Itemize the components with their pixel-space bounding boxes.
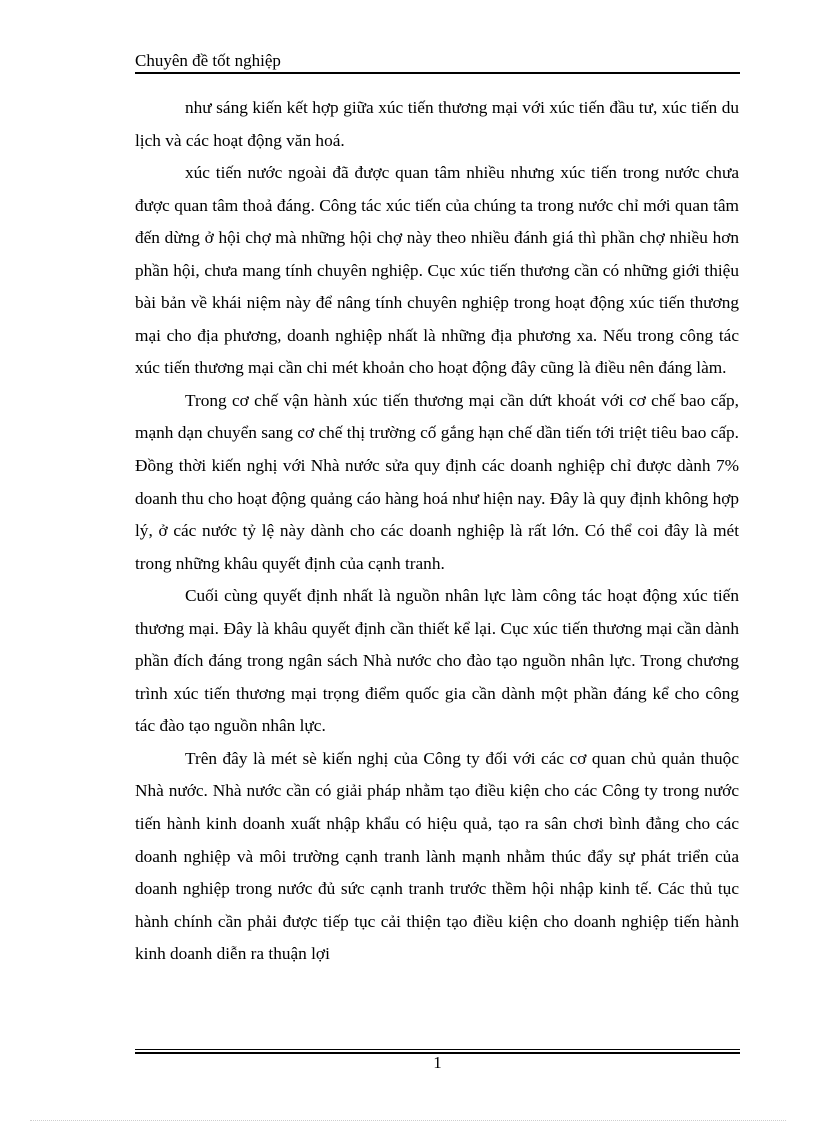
paragraph-5: Trên đây là mét sè kiến nghị của Công ty đối với các cơ quan chủ quản thuộc Nhà nước. Nhà nước cần có giải pháp nhằm tạo điều kiện cho các Công ty trong nước tiến hành kinh doanh xuất nhập khẩu có hiệu quả, tạo ra sân chơi bình đẳng cho các doanh nghiệp và môi trường cạnh tranh lành mạnh nhằm thúc đẩy sự phát triển của doanh nghiệp trong nước đủ sức cạnh tranh trước thềm hội nhập kinh tế. Các thủ tục hành chính cần phải được tiếp tục cải thiện tạo điều kiện cho doanh nghiệp tiến hành kinh doanh diễn ra thuận lợi [135, 748, 739, 964]
page-header [135, 48, 740, 74]
paragraph-4: Cuối cùng quyết định nhất là nguồn nhân lực làm công tác hoạt động xúc tiến thương mại. Đây là khâu quyết định cần thiết kể lại. Cục xúc tiến thương mại cần dành phần đích đáng trong ngân sách Nhà nước cho đào tạo nguồn nhân lực. Trong chương trình xúc tiến thương mại trọng điểm quốc gia cần dành một phần đáng kể cho công tác đào tạo nguồn nhân lực. [135, 586, 739, 736]
paragraph-1: như sáng kiến kết hợp giữa xúc tiến thương mại với xúc tiến đầu tư, xúc tiến du lịch và các hoạt động văn hoá. [135, 98, 739, 150]
paragraph-3: Trong cơ chế vận hành xúc tiến thương mại cần dứt khoát với cơ chế bao cấp, mạnh dạn chuyển sang cơ chế thị trường cố gắng hạn chế dần tiến tới triệt tiêu bao cấp. Đồng thời kiến nghị với Nhà nước sửa quy định các doanh nghiệp chỉ được dành 7% doanh thu cho hoạt động quảng cáo hàng hoá như hiện nay. Đây là quy định không hợp lý, ở các nước tỷ lệ này dành cho các doanh nghiệp là rất lớn. Có thể coi đây là mét trong những khâu quyết định của cạnh tranh. [135, 390, 739, 573]
document-body [135, 92, 739, 971]
paragraph-2: xúc tiến nước ngoài đã được quan tâm nhiều nhưng xúc tiến trong nước chưa được quan tâm thoả đáng. Công tác xúc tiến của chúng ta trong nước chỉ mới quan tâm đến dừng ở hội chợ mà những hội chợ này theo nhiều đánh giá thì phần chợ nhiều hơn phần hội, chưa mang tính chuyên nghiệp. Cục xúc tiến thương cần có những giới thiệu bài bản về khái niệm này để nâng tính chuyên nghiệp trong hoạt động xúc tiến thương mại cho địa phương, doanh nghiệp nhất là những địa phương xa. Nếu trong công tác xúc tiến thương mại cần chi mét khoản cho hoạt động đây cũng là điều nên đáng làm. [135, 163, 739, 378]
page-number: 1 [433, 1053, 442, 1072]
header-title: Chuyên đề tốt nghiệp [135, 51, 281, 70]
footer-rule-thin [135, 1049, 740, 1050]
page-bottom-edge [30, 1120, 786, 1121]
